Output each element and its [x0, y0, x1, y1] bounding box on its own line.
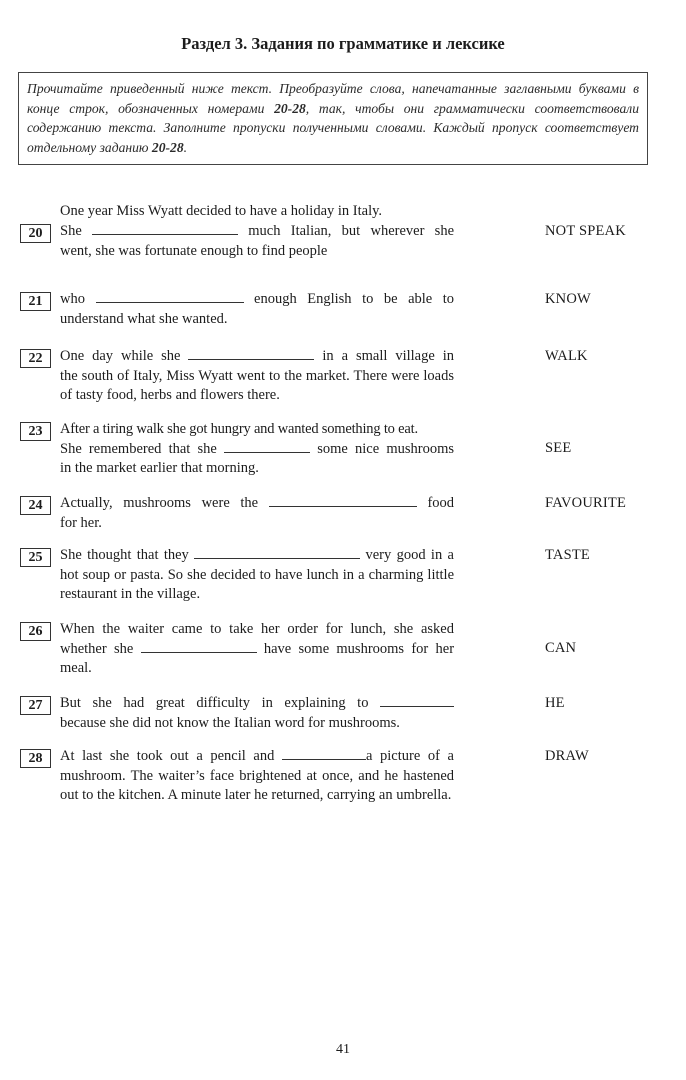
question-number: 22: [20, 349, 51, 368]
answer-blank[interactable]: [282, 747, 366, 760]
instructions-box: [18, 72, 648, 165]
text-continuation: understand what she wanted.: [60, 310, 228, 327]
text-continuation: went, she was fortunate enough to find people: [60, 242, 328, 259]
text-continuation: hot soup or pasta. So she decided to have lunch in a charming little restaurant in the village.: [60, 566, 454, 602]
text-first-line: After a tiring walk she got hungry and wanted something to eat.: [60, 421, 418, 437]
key-word: NOT SPEAK: [545, 223, 626, 239]
section-title: Раздел 3. Задания по грамматике и лексике: [181, 34, 505, 53]
key-word: HE: [545, 695, 565, 711]
text-before-blank: But she had great difficulty in explaining to: [60, 695, 369, 711]
text-after-blank: very good in a: [365, 547, 454, 563]
key-word: CAN: [545, 640, 577, 656]
text-after-blank: a picture of a: [365, 748, 454, 764]
answer-blank[interactable]: [224, 440, 310, 453]
instructions-range-1: 20-28: [274, 100, 306, 116]
key-word: DRAW: [545, 748, 589, 764]
text-before-blank: whether she: [60, 640, 134, 657]
text-continuation: because she did not know the Italian word for mushrooms.: [60, 714, 400, 731]
question-number: 26: [20, 622, 51, 641]
text-before-blank: She: [60, 223, 82, 239]
text-before-blank: One day while she: [60, 348, 181, 364]
key-word: FAVOURITE: [545, 495, 627, 511]
answer-blank[interactable]: [269, 494, 417, 507]
question-number: 23: [20, 422, 51, 441]
answer-blank[interactable]: [194, 546, 360, 559]
text-continuation: the south of Italy, Miss Wyatt went to the market. There were loads of tasty food, herbs and flowers there.: [60, 367, 454, 403]
question-number: 27: [20, 696, 51, 715]
text-before-blank: She thought that they: [60, 547, 189, 563]
text-after-blank: have some mushrooms for her: [263, 640, 455, 657]
text-continuation: for her.: [60, 514, 102, 531]
key-word: KNOW: [545, 291, 591, 307]
text-after-blank: enough English to be able to: [254, 291, 455, 307]
text-after-blank: food: [427, 495, 455, 511]
question-number: 21: [20, 292, 51, 311]
answer-blank[interactable]: [188, 347, 314, 360]
instructions-text-3: .: [183, 139, 188, 155]
text-after-blank: much Italian, but wherever she: [248, 223, 455, 239]
text-after-blank: some nice mushrooms: [317, 440, 455, 457]
question-number: 28: [20, 749, 51, 768]
key-word: WALK: [545, 348, 588, 364]
text-before-blank: who: [60, 291, 85, 307]
instructions-range-2: 20-28: [151, 139, 184, 155]
question-number: 24: [20, 496, 51, 515]
key-word: SEE: [545, 440, 572, 456]
text-continuation: in the market earlier that morning.: [60, 460, 259, 476]
text-after-blank: in a small village in: [322, 348, 455, 364]
answer-blank[interactable]: [141, 640, 257, 653]
question-number: 20: [20, 224, 51, 243]
intro-line: One year Miss Wyatt decided to have a holiday in Italy.: [60, 203, 383, 219]
answer-blank[interactable]: [96, 290, 244, 303]
text-first-line: When the waiter came to take her order for lunch, she asked: [60, 621, 454, 637]
key-word: TASTE: [545, 547, 590, 563]
page-number: 41: [336, 1042, 350, 1057]
text-before-blank: She remembered that she: [60, 440, 217, 457]
instructions-text-1: Прочитайте приведенный ниже текст. Преобразуйте слова, напечатанные заглавными буквами в конце строк, обозначенных номерами: [27, 81, 639, 116]
text-before-blank: At last she took out a pencil and: [60, 748, 275, 764]
question-number: 25: [20, 548, 51, 567]
text-before-blank: Actually, mushrooms were the: [60, 495, 259, 511]
answer-blank[interactable]: [380, 694, 454, 707]
instructions-text-2: , так, чтобы они грамматически соответствовали содержанию текста. Заполните пропуски полученными словами. Каждый пропуск соответствует отдельному заданию: [27, 100, 639, 155]
text-continuation: mushroom. The waiter’s face brightened at once, and he hastened out to the kitchen. A minute later he returned, carrying an umbrella.: [60, 767, 454, 803]
text-continuation: meal.: [60, 660, 92, 676]
answer-blank[interactable]: [92, 222, 238, 235]
